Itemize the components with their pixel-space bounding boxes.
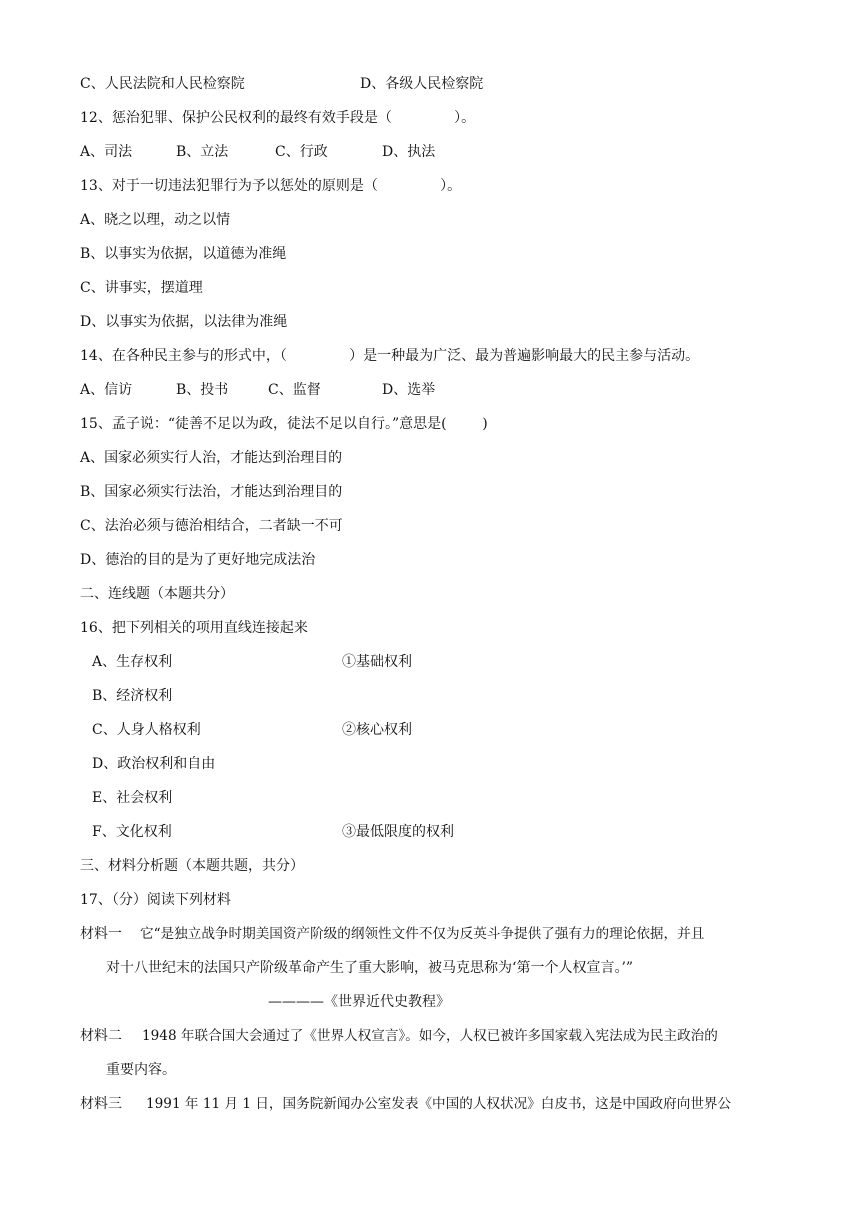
q13-stem: 13、对于一切违法犯罪行为予以惩处的原则是（ ）。 (80, 178, 462, 194)
q16-left-item-c: C、人身人格权利 (92, 722, 201, 738)
material3-label: 材料三 (80, 1096, 122, 1112)
q17-stem: 17、（分）阅读下列材料 (80, 892, 231, 908)
material1-line1: 它“是独立战争时期美国资产阶级的纲领性文件不仅为反英斗争提供了强有力的理论依据，并且 (140, 926, 705, 942)
q15-option-a: A、国家必须实行人治，才能达到治理目的 (80, 450, 343, 466)
q16-right-item-2: ②核心权利 (342, 722, 412, 738)
q16-left-item-a: A、生存权利 (92, 654, 173, 670)
section2-heading: 二、连线题（本题共分） (80, 586, 234, 602)
section3-heading: 三、材料分析题（本题共题，共分） (80, 858, 304, 874)
q14-option-b: B、投书 (176, 382, 229, 398)
q13-option-c: C、讲事实，摆道理 (80, 280, 203, 296)
q12-option-c: C、行政 (275, 144, 328, 160)
q16-left-item-b: B、经济权利 (92, 688, 173, 704)
q14-option-d: D、选举 (382, 382, 436, 398)
material1-label: 材料一 (80, 926, 122, 942)
q15-stem: 15、孟子说：“徒善不足以为政，徒法不足以自行。”意思是( ) (80, 416, 488, 432)
q15-option-c: C、法治必须与德治相结合，二者缺一不可 (80, 518, 343, 534)
q13-option-d: D、以事实为依据，以法律为准绳 (80, 314, 288, 330)
q12-option-d: D、执法 (382, 144, 436, 160)
q13-option-b: B、以事实为依据，以道德为准绳 (80, 246, 287, 262)
material2-line1: 1948 年联合国大会通过了《世界人权宣言》。如今，人权已被许多国家载入宪法成为民主政治的 (142, 1028, 718, 1044)
q14-option-c: C、监督 (268, 382, 321, 398)
material1-source: ————《世界近代史教程》 (268, 994, 450, 1010)
q14-stem: 14、在各种民主参与的形式中，（ ）是一种最为广泛、最为普遍影响最大的民主参与活动。 (80, 348, 700, 364)
q12-option-b: B、立法 (176, 144, 229, 160)
q15-option-d: D、德治的目的是为了更好地完成法治 (80, 552, 316, 568)
material2-line2: 重要内容。 (106, 1062, 176, 1078)
material1-line2: 对十八世纪末的法国只产阶级革命产生了重大影响，被马克思称为‘第一个人权宣言。’” (106, 960, 634, 976)
material3-line1: 1991 年 11 月 1 日，国务院新闻办公室发表《中国的人权状况》白皮书，这是中国政府向世界公 (146, 1096, 732, 1112)
q16-stem: 16、把下列相关的项用直线连接起来 (80, 620, 308, 636)
q12-stem: 12、惩治犯罪、保护公民权利的最终有效手段是（ ）。 (80, 110, 476, 126)
q16-left-item-e: E、社会权利 (92, 790, 173, 806)
q16-left-item-d: D、政治权利和自由 (92, 756, 216, 772)
q16-right-item-1: ①基础权利 (342, 654, 412, 670)
q12-option-a: A、司法 (80, 144, 133, 160)
q15-option-b: B、国家必须实行法治，才能达到治理目的 (80, 484, 343, 500)
q11-option-c: C、人民法院和人民检察院 (80, 76, 245, 92)
q11-option-d: D、各级人民检察院 (360, 76, 484, 92)
q16-right-item-3: ③最低限度的权利 (342, 824, 454, 840)
q14-option-a: A、信访 (80, 382, 133, 398)
q13-option-a: A、晓之以理，动之以情 (80, 212, 231, 228)
material2-label: 材料二 (80, 1028, 122, 1044)
q16-left-item-f: F、文化权利 (92, 824, 172, 840)
